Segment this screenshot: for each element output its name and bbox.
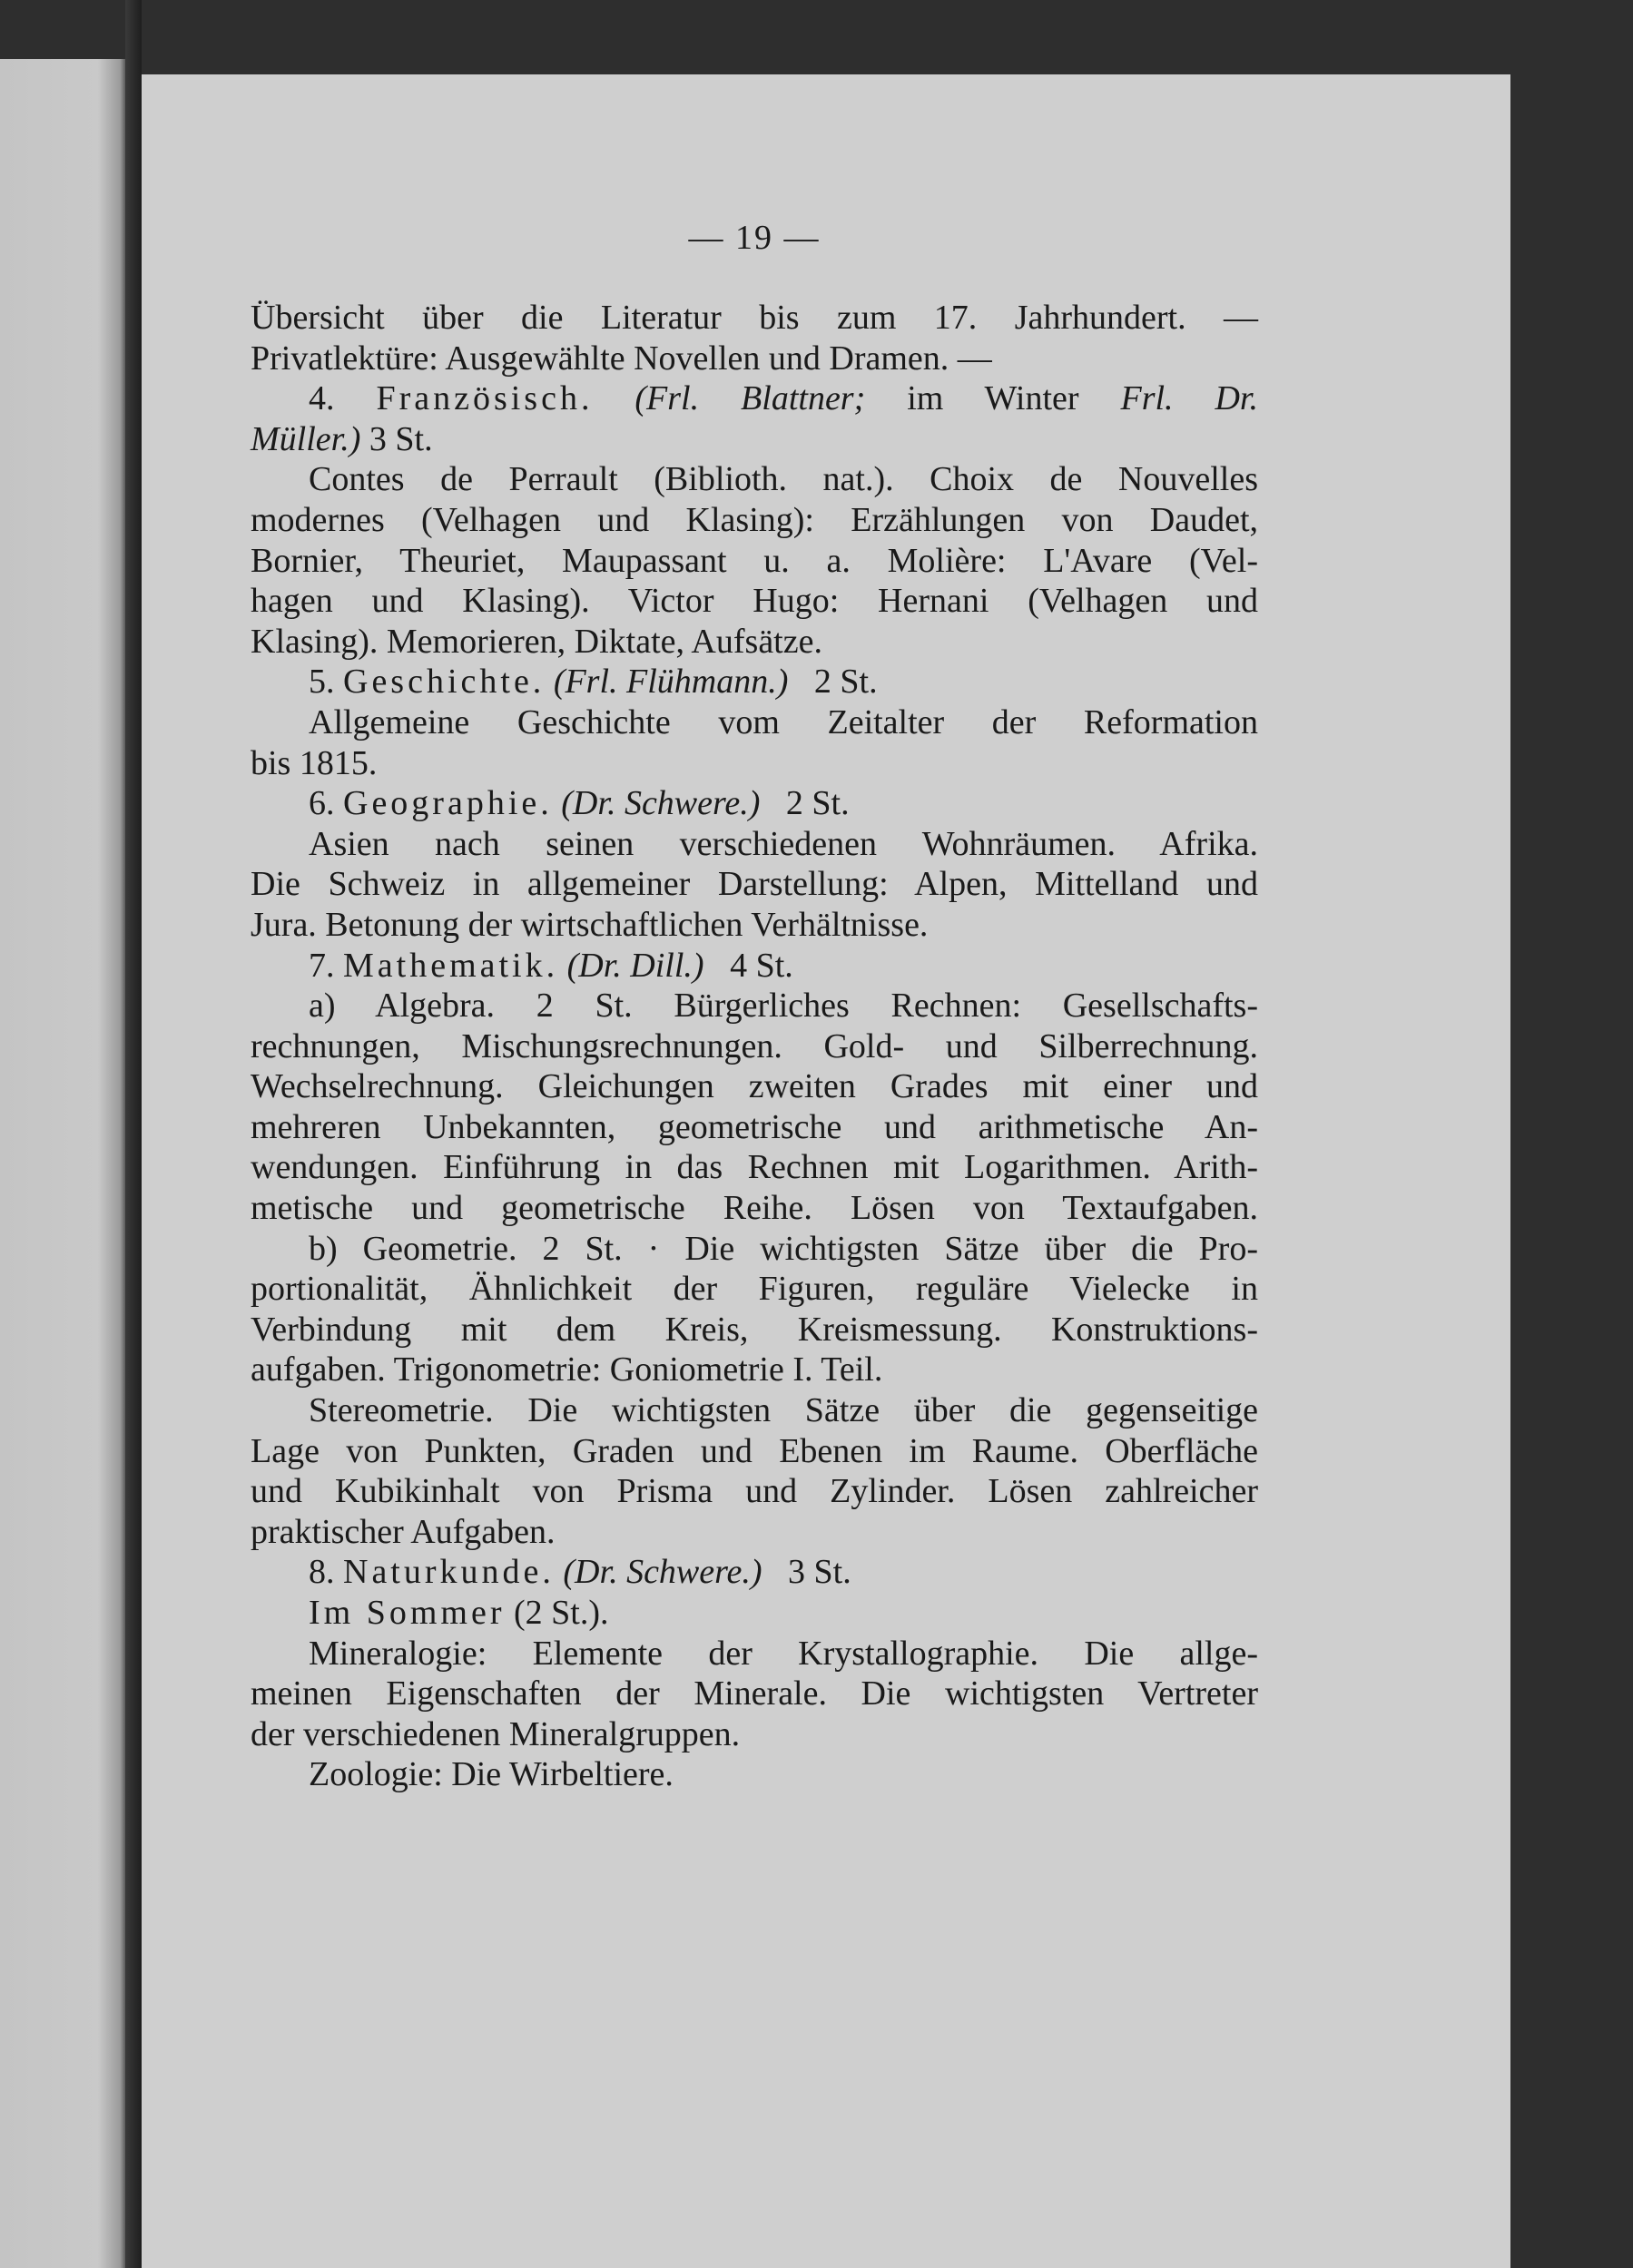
text-line: rechnungen, Mischungsrechnungen. Gold- und Silberrechnung. [251, 1026, 1258, 1065]
teacher-name: (Frl. Flühmann.) [553, 663, 789, 702]
section-heading-mathematik [251, 946, 1258, 987]
teacher-name: Müller.) [251, 419, 361, 458]
text-line: und Kubikinhalt von Prisma und Zylinder. Lösen zahlreicher [251, 1472, 1258, 1511]
text-line: Lage von Punkten, Graden und Ebenen im Raume. Oberfläche [251, 1431, 1258, 1470]
section-number: 5. [309, 663, 335, 702]
book-page [142, 74, 1510, 2268]
text-line: wendungen. Einführung in das Rechnen mit Logarithmen. Arith- [251, 1148, 1258, 1187]
text-line: Allgemeine Geschichte vom Zeitalter der Reformation [309, 702, 1258, 741]
text-line: b) Geometrie. 2 St. · Die wichtigsten Sätze über die Pro- [309, 1229, 1258, 1268]
hours: 3 St. [369, 419, 433, 458]
hours: 3 St. [788, 1553, 851, 1592]
text-line: Die Schweiz in allgemeiner Darstellung: Alpen, Mittelland und [251, 865, 1258, 904]
text-line: hagen und Klasing). Victor Hugo: Hernani (Velhagen und [251, 582, 1258, 621]
text-line: Asien nach seinen verschiedenen Wohnräumen. Afrika. [309, 824, 1258, 863]
section-heading-geographie [251, 783, 1258, 824]
text-line: Stereometrie. Die wichtigsten Sätze über die gegenseitige [309, 1391, 1258, 1430]
text-fragment: im Winter [907, 379, 1079, 418]
text-line: Übersicht über die Literatur bis zum 17. Jahrhundert. — [251, 299, 1258, 337]
section-heading-franzoesisch [251, 378, 1258, 419]
section-number: 7. [309, 946, 335, 985]
section-number: 8. [309, 1553, 335, 1592]
subject-name: Geographie. [343, 784, 553, 823]
text-line: Bornier, Theuriet, Maupassant u. a. Molière: L'Avare (Vel- [251, 541, 1258, 580]
page-text [251, 211, 1258, 1795]
text-line [251, 1593, 1258, 1634]
text-line: Jura. Betonung der wirtschaftlichen Verhältnisse. [251, 905, 929, 944]
text-line: Zoologie: Die Wirbeltiere. [309, 1755, 674, 1794]
text-line: a) Algebra. 2 St. Bürgerliches Rechnen: Gesellschafts- [309, 987, 1258, 1026]
facing-page-edge [0, 59, 125, 2268]
text-line: meinen Eigenschaften der Minerale. Die wichtigsten Vertreter [251, 1674, 1258, 1713]
text-line: Wechselrechnung. Gleichungen zweiten Grades mit einer und [251, 1067, 1258, 1106]
subject-name: Französisch. [376, 379, 594, 418]
subject-name: Geschichte. [343, 663, 546, 702]
text-line: praktischer Aufgaben. [251, 1512, 556, 1551]
teacher-name: (Dr. Schwere.) [561, 784, 761, 823]
text-line: Mineralogie: Elemente der Krystallographie. Die allge- [309, 1634, 1258, 1673]
subject-name: Naturkunde. [343, 1553, 555, 1592]
section-number: 6. [309, 784, 335, 823]
text-line: Klasing). Memorieren, Diktate, Aufsätze. [251, 622, 822, 661]
text-line: Contes de Perrault (Biblioth. nat.). Choix de Nouvelles [309, 460, 1258, 499]
hours: 2 St. [785, 784, 850, 823]
teacher-name: (Frl. Blattner; [635, 379, 866, 418]
hours: 4 St. [730, 946, 793, 985]
section-heading-geschichte [251, 662, 1258, 702]
text-line: der verschiedenen Mineralgruppen. [251, 1714, 741, 1753]
book-gutter [125, 0, 142, 2268]
subject-name: Mathematik. [343, 946, 559, 985]
teacher-name: (Dr. Dill.) [566, 946, 704, 985]
text-line: aufgaben. Trigonometrie: Goniometrie I. Teil. [251, 1350, 883, 1389]
page-number: — 19 — [688, 219, 821, 257]
section-heading-naturkunde [251, 1552, 1258, 1593]
section-number: 4. [309, 379, 335, 418]
text-line: mehreren Unbekannten, geometrische und arithmetische An- [251, 1107, 1258, 1146]
hours: 2 St. [813, 663, 878, 702]
text-fragment: (2 St.). [513, 1594, 609, 1632]
text-line: bis 1815. [251, 743, 378, 782]
text-line: Privatlektüre: Ausgewählte Novellen und Dramen. — [251, 339, 992, 378]
text-line: metische und geometrische Reihe. Lösen von Textaufgaben. [251, 1189, 1258, 1228]
teacher-name: Frl. Dr. [1120, 379, 1258, 418]
text-line: modernes (Velhagen und Klasing): Erzählungen von Daudet, [251, 500, 1258, 539]
text-line: portionalität, Ähnlichkeit der Figuren, reguläre Vielecke in [251, 1270, 1258, 1309]
text-line: Verbindung mit dem Kreis, Kreismessung. Konstruktions- [251, 1310, 1258, 1349]
teacher-name: (Dr. Schwere.) [563, 1553, 762, 1592]
text-line [251, 419, 1258, 460]
season-label: Im Sommer [309, 1594, 506, 1632]
